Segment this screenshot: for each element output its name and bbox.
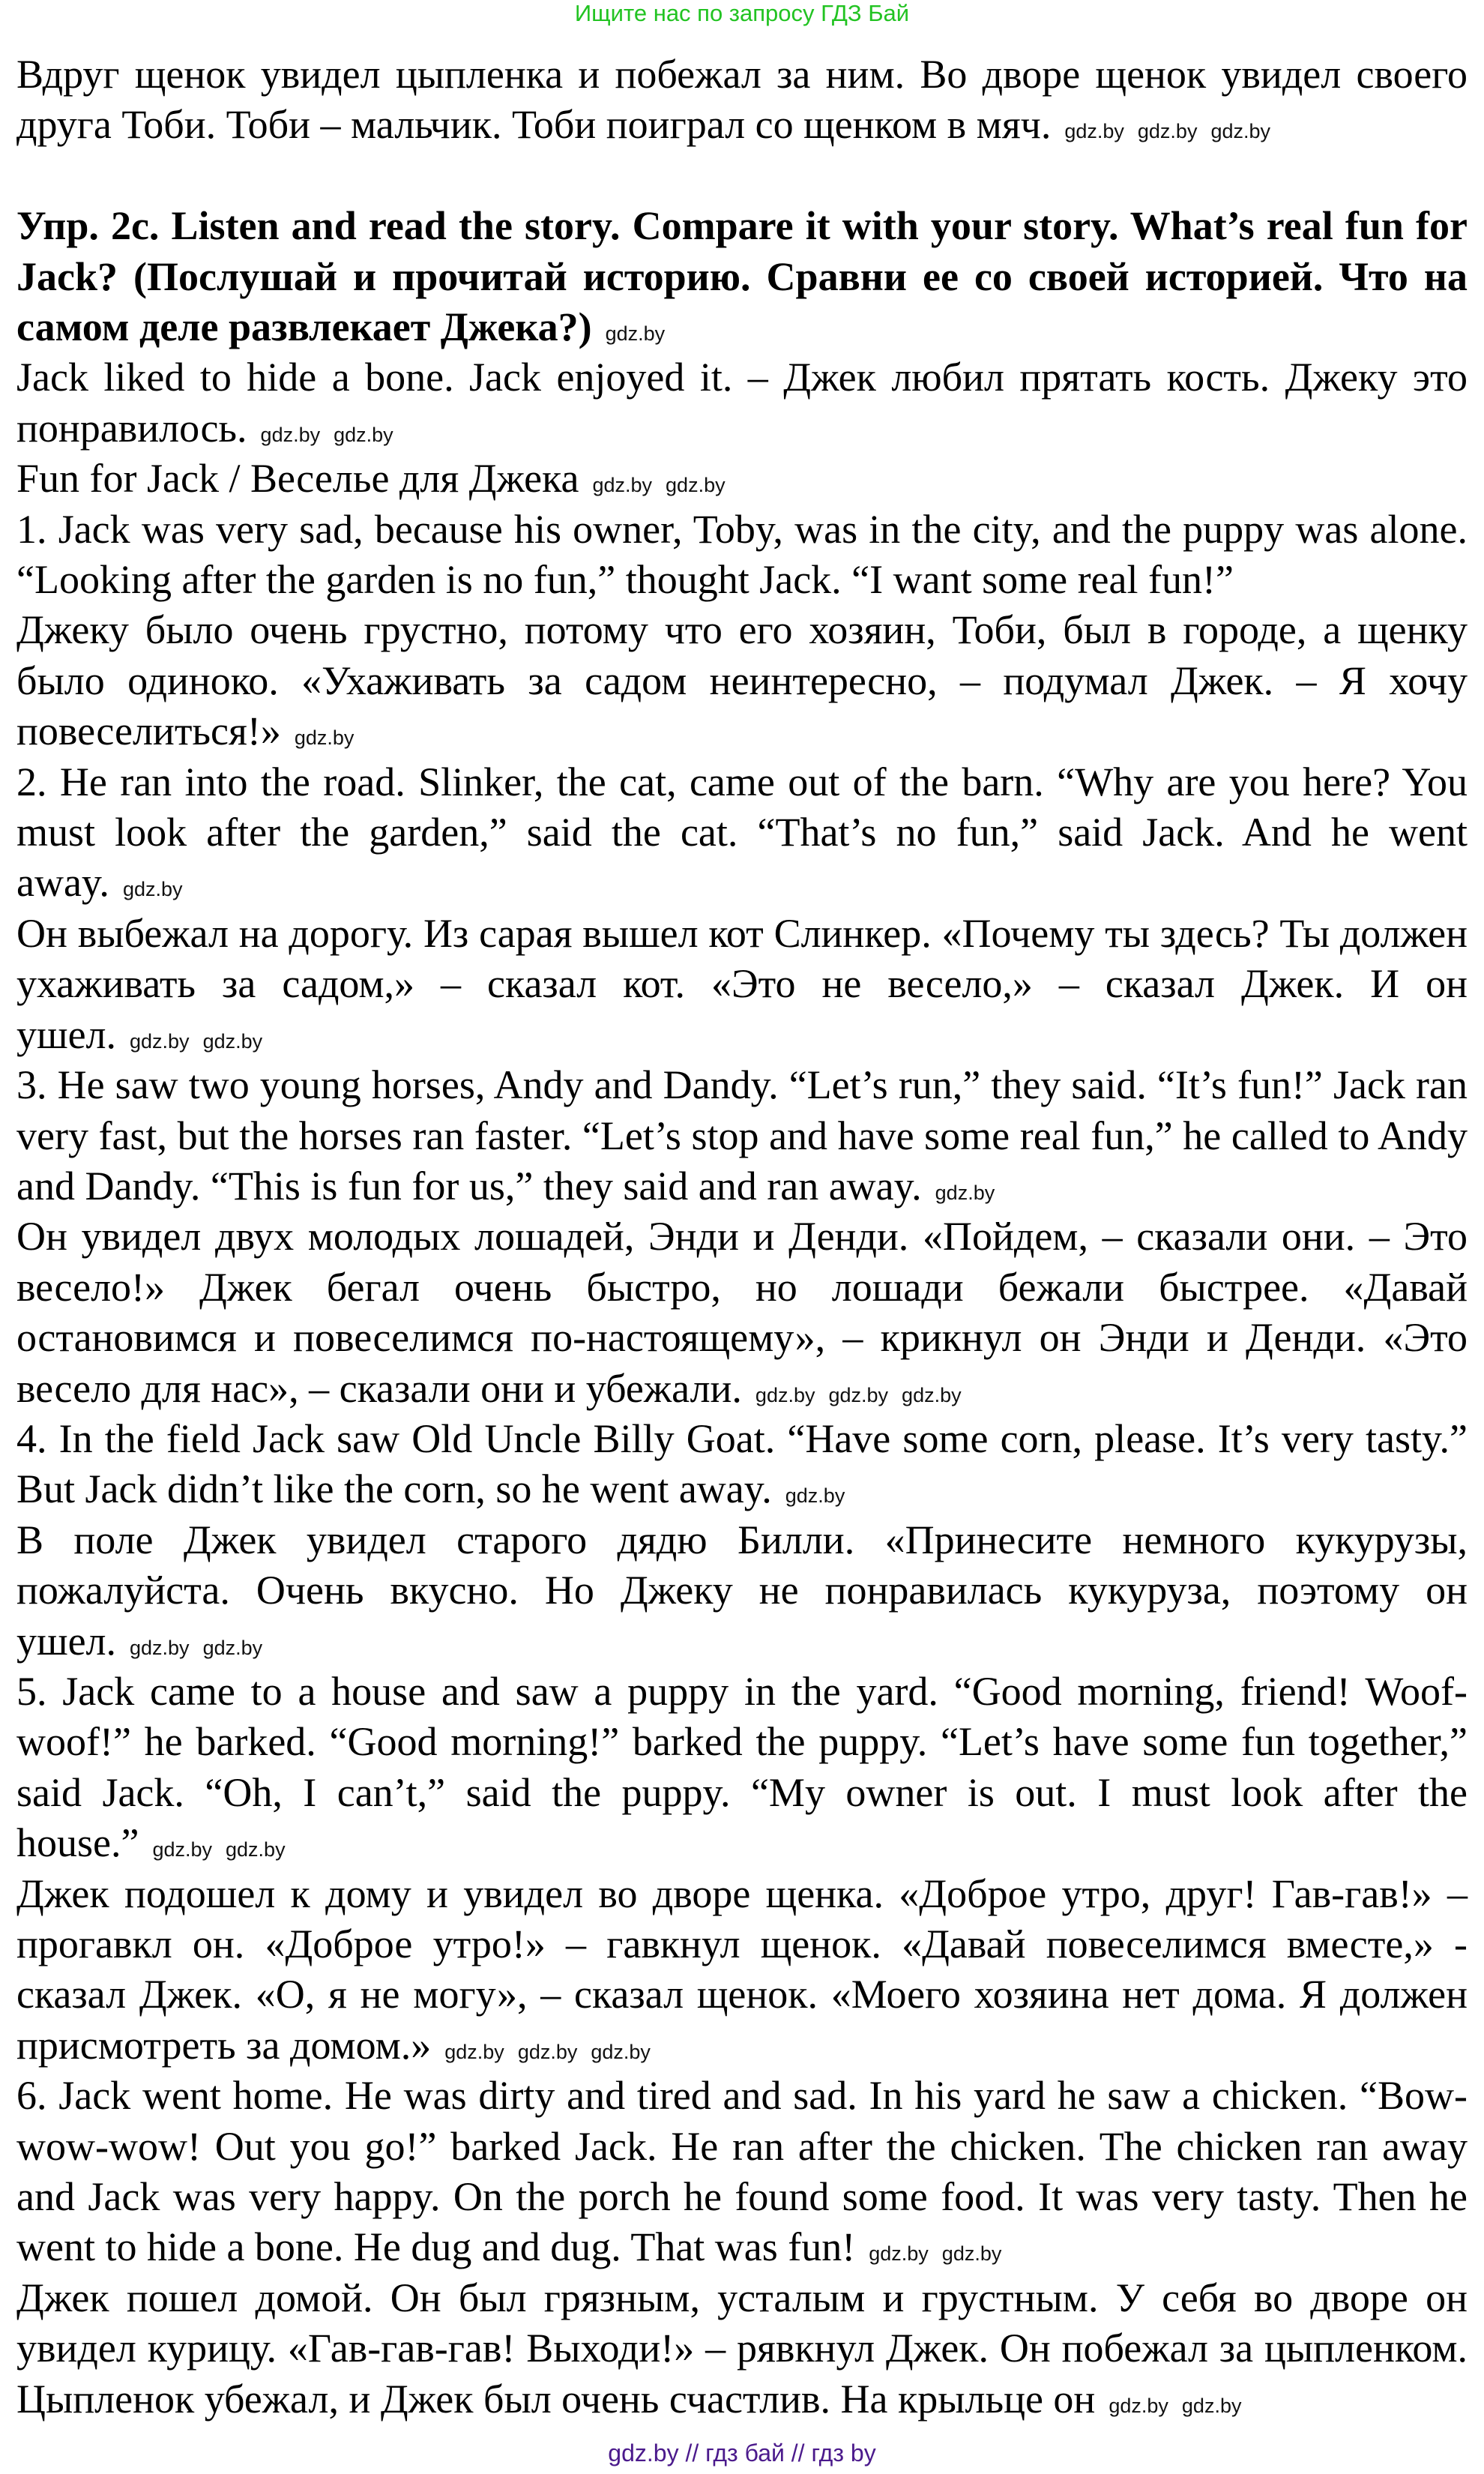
watermark: gdz.by xyxy=(755,1383,815,1406)
paragraph-text: 6. Jack went home. He was dirty and tired and sad. In his yard he saw a chicken. “Bow-wow-wow! Out you go!” barked Jack. He ran after the chicken. The chicken ran away and Jack was very happy. On the porch he found some food. It was very tasty. Then he went to hide a bone. He dug and dug. That was fun! xyxy=(16,2073,1468,2270)
watermark: gdz.by xyxy=(1181,2394,1242,2417)
paragraph xyxy=(16,757,1468,909)
paragraph-text: 3. He saw two young horses, Andy and Dandy. “Let’s run,” they said. “It’s fun!” Jack ran very fast, but the horses ran faster. “Let’s stop and have some real fun,” he called to Andy and Dandy. “This is fun for us,” they said and ran away. xyxy=(16,1062,1468,1209)
paragraph-text: В поле Джек увидел старого дядю Билли. «Принесите немного кукурузы, пожалуйста. Очень вкусно. Но Джеку не понравилась кукуруза, поэтому он ушел. xyxy=(16,1517,1468,1664)
watermark: gdz.by xyxy=(294,726,355,750)
watermark: gdz.by xyxy=(1210,120,1271,143)
paragraph-text: Джеку было очень грустно, потому что его хозяин, Тоби, был в городе, а щенку было одиноко. «Ухаживать за садом неинтересно, – подумал Джек. – Я хочу повеселиться!» xyxy=(16,607,1468,754)
paragraph-text: Он увидел двух молодых лошадей, Энди и Денди. «Пойдем, – сказали они. – Это весело!» Джек бегал очень быстро, но лошади бежали быстрее. «Давай остановимся и повеселимся по-настоящему», – крикнул он Энди и Денди. «Это весело для нас», – сказали они и убежали. xyxy=(16,1214,1468,1411)
paragraph-text: Вдруг щенок увидел цыпленка и побежал за ним. Во дворе щенок увидел своего друга Тоби. Тоби – мальчик. Тоби поиграл со щенком в мяч. xyxy=(16,52,1468,148)
paragraph-text: 4. In the field Jack saw Old Uncle Billy Goat. “Have some corn, please. It’s very tasty.” But Jack didn’t like the corn, so he went away. xyxy=(16,1415,1468,1512)
watermark: gdz.by xyxy=(941,2242,1002,2266)
watermark: gdz.by xyxy=(869,2242,929,2266)
watermark: gdz.by xyxy=(1137,120,1198,143)
watermark: gdz.by xyxy=(202,1029,263,1053)
watermark: gdz.by xyxy=(605,322,666,346)
watermark: gdz.by xyxy=(260,423,321,446)
paragraph xyxy=(16,1414,1468,1515)
watermark: gdz.by xyxy=(592,474,653,497)
paragraph-text: Джек пошел домой. Он был грязным, усталым и грустным. У себя во дворе он увидел курицу. «Гав-гав-гав! Выходи!» – рявкнул Джек. Он побежал за цыпленком. Цыпленок убежал, и Джек был очень счастлив. На крыльце он xyxy=(16,2275,1468,2422)
footer-links[interactable]: gdz.by // гдз бай // гдз by xyxy=(608,2440,876,2467)
watermark: gdz.by xyxy=(828,1383,889,1406)
paragraph-text: 1. Jack was very sad, because his owner, Toby, was in the city, and the puppy was alone. “Looking after the garden is no fun,” thought Jack. “I want some real fun!” xyxy=(16,506,1468,603)
watermark: gdz.by xyxy=(666,474,726,497)
watermark: gdz.by xyxy=(785,1484,845,1508)
paragraph xyxy=(16,909,1468,1060)
watermark: gdz.by xyxy=(1109,2394,1168,2417)
watermark: gdz.by xyxy=(444,2040,504,2063)
paragraph xyxy=(16,1869,1468,2071)
watermark: gdz.by xyxy=(591,2040,651,2063)
paragraph-text: Он выбежал на дорогу. Из сарая вышел кот Слинкер. «Почему ты здесь? Ты должен ухаживать за садом,» – сказал кот. «Это не весело,» – сказал Джек. И он ушел. xyxy=(16,910,1468,1057)
watermark: gdz.by xyxy=(226,1838,286,1861)
paragraph xyxy=(16,1667,1468,1869)
paragraph-intro-translation xyxy=(16,49,1468,151)
watermark: gdz.by xyxy=(130,1029,190,1053)
paragraph xyxy=(16,505,1468,606)
watermark: gdz.by xyxy=(152,1838,213,1861)
watermark: gdz.by xyxy=(517,2040,578,2063)
paragraph-text: Джек подошел к дому и увидел во дворе щенка. «Доброе утро, друг! Гав-гав!» – прогавкл он. «Доброе утро!» – гавкнул щенок. «Давай повеселимся вместе,» - сказал Джек. «О, я не могу», – сказал щенок. «Моего хозяина нет дома. Я должен присмотреть за домом.» xyxy=(16,1870,1468,2068)
document-body xyxy=(16,49,1468,2425)
paragraph-text: Jack liked to hide a bone. Jack enjoyed it. – Джек любил прятать кость. Джеку это понравилось. xyxy=(16,355,1468,451)
paragraph-text: 5. Jack came to a house and saw a puppy in the yard. “Good morning, friend! Woof-woof!” he barked. “Good morning!” barked the puppy. “Let’s have some fun together,” said Jack. “Oh, I can’t,” said the puppy. “My owner is out. I must look after the house.” xyxy=(16,1668,1468,1866)
exercise-heading xyxy=(16,201,1468,352)
paragraph xyxy=(16,352,1468,454)
paragraph xyxy=(16,1212,1468,1414)
story-title xyxy=(16,454,1468,504)
paragraph xyxy=(16,2273,1468,2425)
watermark: gdz.by xyxy=(1064,120,1124,143)
watermark: gdz.by xyxy=(935,1181,995,1204)
story-title-text: Fun for Jack / Веселье для Джека xyxy=(16,456,579,502)
watermark: gdz.by xyxy=(122,878,183,901)
paragraph xyxy=(16,1515,1468,1667)
search-banner[interactable]: Ищите нас по запросу ГДЗ Бай xyxy=(574,0,910,26)
paragraph xyxy=(16,605,1468,756)
watermark: gdz.by xyxy=(202,1636,263,1659)
watermark: gdz.by xyxy=(334,423,393,446)
watermark: gdz.by xyxy=(130,1636,190,1659)
watermark: gdz.by xyxy=(902,1383,962,1406)
paragraph-text: 2. He ran into the road. Slinker, the cat, came out of the barn. “Why are you here? You must look after the garden,” said the cat. “That’s no fun,” said Jack. And he went away. xyxy=(16,759,1468,906)
heading-text: Упр. 2c. Listen and read the story. Compare it with your story. What’s real fun for Jack? (Послушай и прочитай историю. Сравни ее со своей историей. Что на самом деле развлекает Джека?) xyxy=(16,203,1468,350)
paragraph xyxy=(16,2071,1468,2273)
paragraph xyxy=(16,1060,1468,1212)
